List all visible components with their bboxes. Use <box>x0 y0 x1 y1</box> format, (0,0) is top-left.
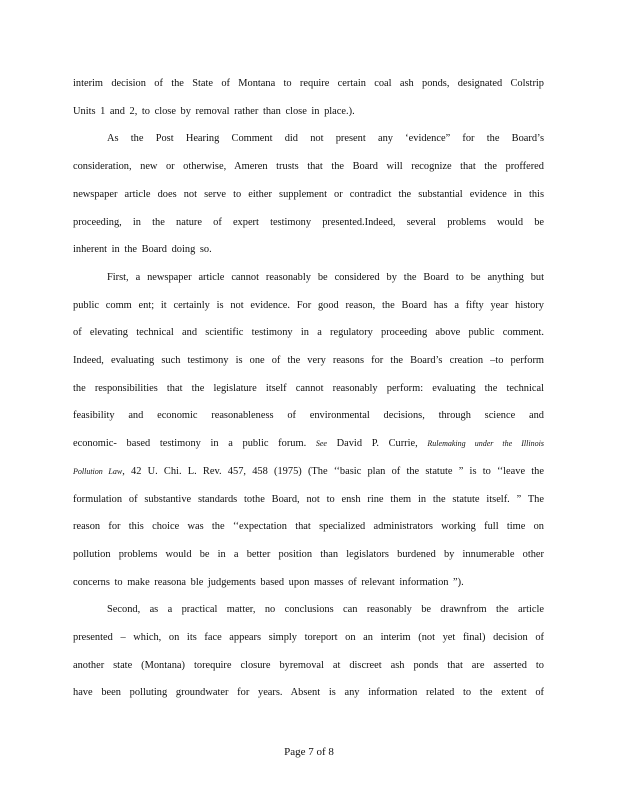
citation-title: Pollution Law <box>73 466 123 476</box>
text-line: concerns to make reasona ble judgements based upon masses of relevant information ”). <box>73 576 464 588</box>
text-line: pollution problems would be in a better position than legislators burdened by innumerable other <box>73 548 544 560</box>
paragraph-start-line: Second, as a practical matter, no conclusions can reasonably be drawnfrom the article <box>107 604 544 616</box>
text-line-with-citation <box>73 458 544 486</box>
text-line: feasibility and economic reasonableness of environmental decisions, through science and <box>73 410 544 422</box>
paragraph-start-line: As the Post Hearing Comment did not present any ‘evidence” for the Board’s <box>107 133 544 145</box>
text-line: reason for this choice was the ‘‘expectation that specialized administrators working full time on <box>73 521 544 533</box>
text-segment: economic- based testimony in a public forum. <box>73 438 307 450</box>
text-line: formulation of substantive standards tothe Board, not to ensh rine them in the statute itself. ” The <box>73 493 544 505</box>
text-line: newspaper article does not serve to either supplement or contradict the substantial evidence in this <box>73 188 544 200</box>
text-line-with-citation <box>73 430 544 458</box>
text-segment: , 42 U. Chi. L. Rev. 457, 458 (1975) (The ‘‘basic plan of the statute ” is to ‘‘leave the <box>122 465 544 477</box>
text-line: Indeed, evaluating such testimony is one of the very reasons for the Board’s creation –to perform <box>73 355 544 367</box>
text-line: proceeding, in the nature of expert testimony presented.Indeed, several problems would be <box>73 216 544 228</box>
text-line: public comm ent; it certainly is not evidence. For good reason, the Board has a fifty year history <box>73 299 544 311</box>
text-line: consideration, new or otherwise, Ameren trusts that the Board will recognize that the proffered <box>73 161 544 173</box>
text-line: have been polluting groundwater for years. Absent is any information related to the extent of <box>73 687 544 699</box>
text-line: another state (Montana) torequire closure byremoval at discreet ash ponds that are asserted to <box>73 659 544 671</box>
text-line: of elevating technical and scientific testimony in a regulatory proceeding above public comment. <box>73 327 544 339</box>
text-line: inherent in the Board doing so. <box>73 244 212 256</box>
document-body <box>73 70 544 707</box>
text-line: Units 1 and 2, to close by removal rather than close in place.). <box>73 105 355 117</box>
citation-title: Rulemaking under the Illinois <box>427 439 544 449</box>
citation-signal: See <box>315 439 327 449</box>
text-line: the responsibilities that the legislature itself cannot reasonably perform: evaluating the technical <box>73 382 544 394</box>
text-line: interim decision of the State of Montana to require certain coal ash ponds, designated Colstrip <box>73 78 544 89</box>
page-number: Page 7 of 8 <box>284 746 334 758</box>
paragraph-start-line: First, a newspaper article cannot reasonably be considered by the Board to be anything but <box>107 271 544 283</box>
citation-author: David P. Currie, <box>336 438 418 450</box>
text-line: presented – which, on its face appears simply toreport on an interim (not yet final) decision of <box>73 632 544 644</box>
